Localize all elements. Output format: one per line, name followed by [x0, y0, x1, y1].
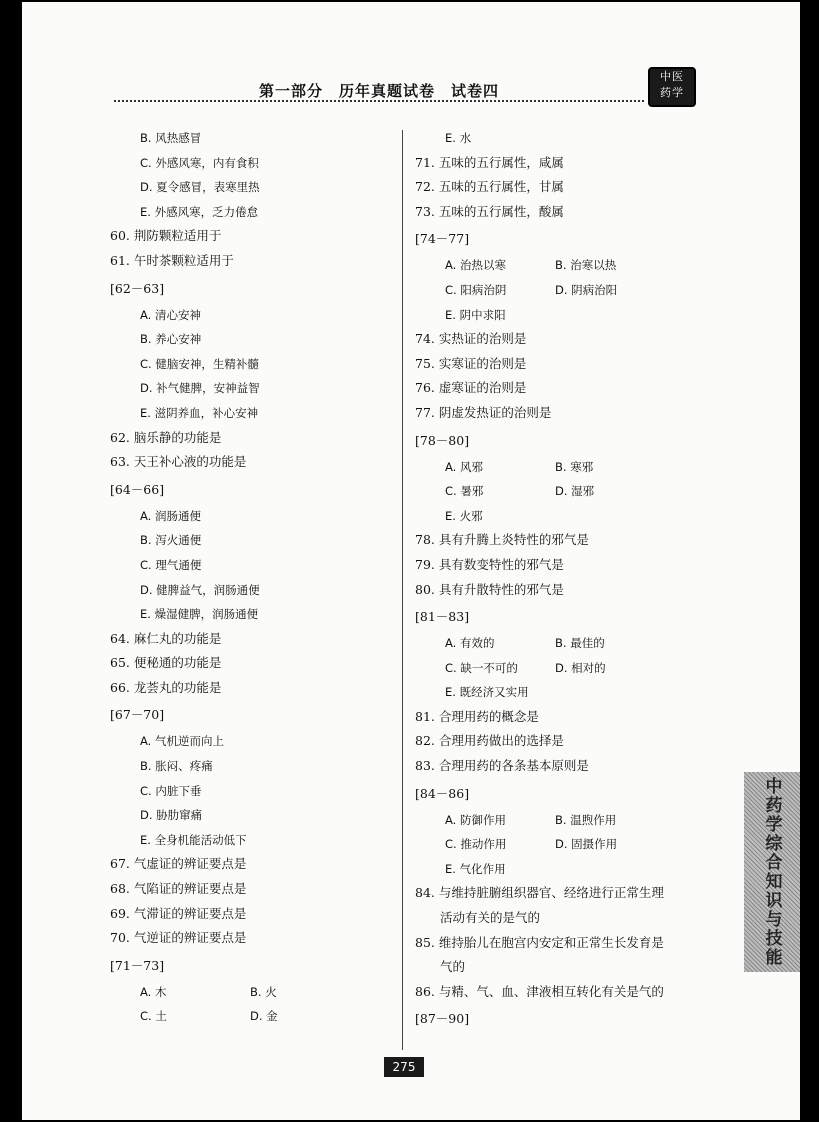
question-item: 63. 天王补心液的功能是 — [110, 454, 247, 470]
option-text: E. 外感风寒，乏力倦怠 — [140, 204, 259, 219]
right-column — [415, 126, 715, 1033]
page — [22, 2, 800, 1120]
option-text: C. 暑邪 — [445, 484, 484, 499]
option-text: C. 缺一不可的 — [445, 660, 518, 675]
question-item: 81. 合理用药的概念是 — [415, 708, 539, 724]
question-item: 70. 气逆证的辨证要点是 — [110, 930, 247, 946]
question-item: 78. 具有升腾上炎特性的邪气是 — [415, 532, 589, 548]
option-pair — [110, 980, 395, 1005]
option-pair — [415, 253, 715, 278]
option-text: E. 燥湿健脾，润肠通便 — [140, 607, 259, 622]
question-item: 61. 午时茶颗粒适用于 — [110, 252, 234, 268]
option-text: B. 养心安神 — [140, 332, 202, 347]
option-pair — [415, 455, 715, 480]
option-pair — [415, 479, 715, 504]
option-text: A. 治热以寒 — [445, 258, 506, 273]
option-text: C. 土 — [140, 1009, 167, 1024]
question-item: 72. 五味的五行属性，甘属 — [415, 179, 564, 195]
option-text: C. 外感风寒，内有食积 — [140, 155, 259, 170]
option-text: D. 健脾益气，润肠通便 — [140, 582, 260, 597]
question-item: 75. 实寒证的治则是 — [415, 355, 527, 371]
question-item: 73. 五味的五行属性，酸属 — [415, 203, 564, 219]
question-group-label: [74－77] — [415, 231, 470, 247]
option-text: D. 相对的 — [555, 660, 606, 675]
option-text: E. 既经济又实用 — [445, 685, 529, 700]
question-item: 80. 具有升散特性的邪气是 — [415, 581, 564, 597]
question-item: 64. 麻仁丸的功能是 — [110, 630, 222, 646]
question-item: 82. 合理用药做出的选择是 — [415, 733, 564, 749]
page-header-title: 第一部分 历年真题试卷 试卷四 — [258, 82, 499, 100]
side-tab-label: 中药学综合知识与技能 — [761, 777, 782, 967]
question-group-label: [67－70] — [110, 707, 165, 723]
option-text: B. 火 — [250, 984, 277, 999]
option-text: C. 健脑安神，生精补髓 — [140, 356, 259, 371]
option-text: B. 胀闷、疼痛 — [140, 759, 213, 774]
option-text: A. 气机逆而向上 — [140, 734, 224, 749]
question-item: 86. 与精、气、血、津液相互转化有关是气的 — [415, 983, 664, 999]
option-text: B. 风热感冒 — [140, 131, 202, 145]
question-group-label: [81－83] — [415, 609, 470, 625]
option-pair — [415, 832, 715, 857]
option-text: E. 火邪 — [445, 508, 483, 523]
logo-text-bottom: 药学 — [660, 86, 684, 99]
option-text: D. 湿邪 — [555, 484, 595, 499]
question-item: 76. 虚寒证的治则是 — [415, 380, 527, 396]
option-text: B. 泻火通便 — [140, 533, 202, 548]
question-item: 69. 气滞证的辨证要点是 — [110, 905, 247, 921]
option-text: E. 水 — [445, 131, 472, 145]
option-text: A. 风邪 — [445, 459, 483, 474]
question-item: 84. 与维持脏腑组织器官、经络进行正常生理 — [415, 885, 664, 901]
question-item: 65. 便秘通的功能是 — [110, 655, 222, 671]
option-text: B. 最佳的 — [555, 636, 605, 651]
question-group-label: [78－80] — [415, 432, 470, 448]
option-text: A. 清心安神 — [140, 307, 201, 322]
option-pair — [415, 808, 715, 833]
option-text: D. 胁肋窜痛 — [140, 808, 203, 823]
option-text: E. 气化作用 — [445, 861, 506, 876]
option-text: B. 治寒以热 — [555, 258, 617, 273]
option-text: B. 寒邪 — [555, 459, 594, 474]
question-item: 68. 气陷证的辨证要点是 — [110, 881, 247, 897]
option-text: A. 有效的 — [445, 636, 495, 651]
question-item: 60. 荆防颗粒适用于 — [110, 228, 222, 244]
question-group-label: [84－86] — [415, 785, 470, 801]
question-item: 79. 具有数变特性的邪气是 — [415, 556, 564, 572]
option-text: C. 阳病治阴 — [445, 282, 507, 297]
question-group-label: [87－90] — [415, 1011, 470, 1027]
question-item: 67. 气虚证的辨证要点是 — [110, 856, 247, 872]
question-item: 74. 实热证的治则是 — [415, 331, 527, 347]
option-text: D. 固摄作用 — [555, 837, 618, 852]
logo-text-top: 中医 — [660, 70, 684, 83]
column-divider — [402, 130, 403, 1050]
option-text: D. 金 — [250, 1009, 278, 1024]
option-text: D. 阴病治阳 — [555, 282, 618, 297]
option-text: C. 内脏下垂 — [140, 783, 202, 798]
question-item: 85. 维持胎儿在胞宫内安定和正常生长发育是 — [415, 934, 664, 950]
side-tab — [744, 772, 800, 972]
header-rule — [114, 100, 644, 102]
question-group-label: [71－73] — [110, 957, 165, 973]
option-text: C. 推动作用 — [445, 837, 507, 852]
option-pair — [415, 631, 715, 656]
publisher-logo — [648, 67, 696, 107]
question-item: 活动有关的是气的 — [415, 910, 541, 926]
option-text: E. 全身机能活动低下 — [140, 832, 247, 847]
option-text: B. 温煦作用 — [555, 812, 617, 827]
question-group-label: [64－66] — [110, 481, 165, 497]
option-text: A. 润肠通便 — [140, 508, 201, 523]
question-item: 71. 五味的五行属性，咸属 — [415, 154, 564, 170]
option-text: E. 阴中求阳 — [445, 307, 506, 322]
left-column — [110, 126, 395, 1029]
option-text: A. 木 — [140, 984, 167, 999]
option-text: C. 理气通便 — [140, 557, 202, 572]
option-pair — [415, 656, 715, 681]
question-item: 62. 脑乐静的功能是 — [110, 429, 222, 445]
option-text: D. 夏令感冒，表寒里热 — [140, 180, 260, 195]
option-text: E. 滋阴养血，补心安神 — [140, 405, 259, 420]
question-item: 气的 — [415, 959, 466, 975]
option-text: A. 防御作用 — [445, 812, 506, 827]
question-item: 66. 龙荟丸的功能是 — [110, 679, 222, 695]
option-pair — [110, 1004, 395, 1029]
question-item: 77. 阴虚发热证的治则是 — [415, 404, 552, 420]
question-item: 83. 合理用药的各条基本原则是 — [415, 758, 589, 774]
option-text: D. 补气健脾，安神益智 — [140, 381, 260, 396]
question-group-label: [62－63] — [110, 280, 165, 296]
option-pair — [415, 278, 715, 303]
page-number: 275 — [384, 1057, 424, 1077]
